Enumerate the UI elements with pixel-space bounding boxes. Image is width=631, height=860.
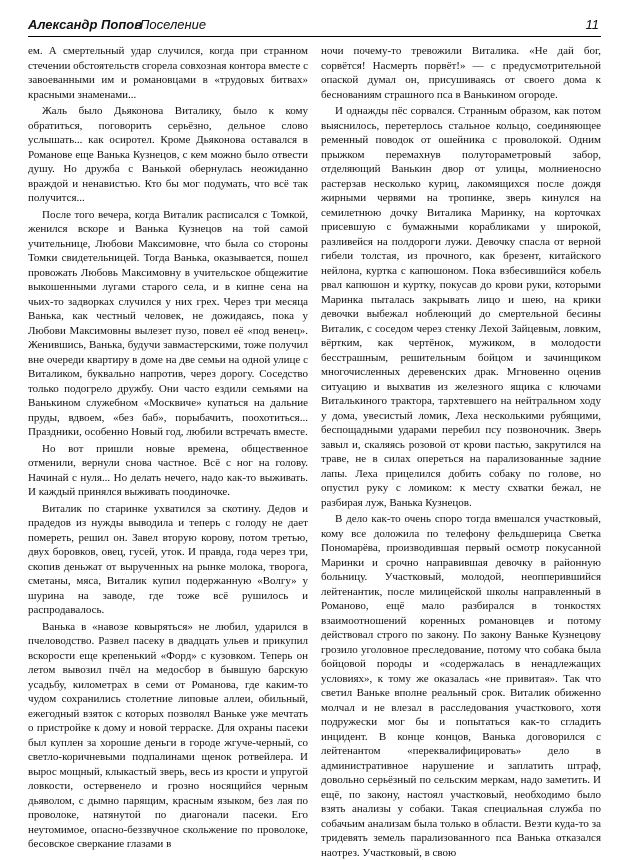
page-number: 11 [585,17,599,32]
paragraph: В дело как-то очень споро тогда вмешался участковый, кому все доложила по телефону фельдшерица Светка Пономарёва, производившая первый осмотр покусанной Маринки и срочно направившая девочку в районную больницу. Участковый, молодой, неопперившийся лейтенантик, после милицейской школы направленный в Романово, ещё мало разбирался в тонкостях взаимоотношений коренных романовцев и потому действовал строго по закону. По закону Ваньке Кузнецову грозило уголовное преследование, потому что собака была бойцовой породы и «содержалась в ненадлежащих условиях», к тому же оказалась «не привитая». Так что светил Ваньке вполне реальный срок. Виталик обиженно молчал и не влезал в расследования участкового, хотя подружески мог бы и попытаться как-то сгладить инцидент. В конце концов, Ванька договорился с лейтенантом «переквалифицировать» дело в административное нарушение и заплатить штраф, довольно серьёзный по сельским меркам, надо заметить. И ещё, по закону, настоял участковый, необходимо было взять анализы у собаки. Такая специальная служба по собачьим анализам была только в области. Везти куда-то за тридевять земель парализованного пса Ванька отказался наотрез. Участковый, в свою [321,513,601,859]
author-name: Александр Попов [28,17,143,32]
paragraph: ем. А смертельный удар случился, когда при странном стечении обстоятельств сгорела совхозная контора вместе с завоеванными им и романовцами в «трудовых битвах» красными знаменами... [28,45,308,101]
paragraph: Жаль было Дьяконова Виталику, было к кому обратиться, поговорить серьёзно, дельное слово услышать... как осиротел. Кроме Дьяконова оставался в Романове еще Ванька Кузнецов, с кем можно было отвести душу. Но дружба с Ванькой обернулась неожиданно враждой и ненавистью. Кто бы мог подумать, что всё так получится... [28,105,308,204]
paragraph: Ванька в «навозе ковыряться» не любил, ударился в пчеловодство. Развел пасеку в двадцать ульев и прикупил вскорости еще крепенький «Форд» с кузовком. Теперь он летом вывозил пчёл на медосбор в бывшую барскую усадьбу, километрах в семи от Романова, где каким-то чудом сохранились столетние липовые аллеи, обильный, ежегодный взяток с которых позволял Ваньке уже мечтать о пристройке к дому и новой терраске. Для охраны пасеки был куплен за хорошие деньги в городе жгуче-черный, со светло-коричневыми подпалинами щенок ротвейлера. И вырос мощный, клыкастый зверь, весь из крости и упругой ловкости, остервенело и грозно носящийся черным дьяволом, с дымно парящим, красным языком, без лая по проволоке, натянутой по диагонали пасеки. Его неутомимое, опасно-беззвучное скольжение по проволоке, бесовское сверкание глазами в [28,620,308,850]
section-title: Поселение [140,17,207,32]
paragraph: Но вот пришли новые времена, общественное отменили, вернули снова частное. Всё с ног на голову. Начинай с нуля... Но делать нечего, надо как-то выживать. И каждый принялся выживать поодиночке. [28,442,308,498]
paragraph: ночи почему-то тревожили Виталика. «Не дай бог, сорвётся! Насмерть порвёт!» — с предусмотрительной опаской думал он, присушиваясь от своего дома к беснованиям страшного пса в Ванькином огороде. [321,45,601,101]
left-column [28,44,308,850]
running-header [28,14,601,37]
paragraph: И однажды пёс сорвался. Странным образом, как потом выяснилось, перетерлось стальное кольцо, соединяющее ременный поводок от ошейника с проволокой. Одним прыжком перемахнув полутораметровый забор, отделяющий Ванькин двор от улицы, молниеносно растерзав несколько куриц, лакомящихся после дождя жирными червями на тропинке, зверь кинулся на семилетнюю дочку Виталика Маринку, на корточках присевшую с бумажными корабликами у широкой, разливейся на полдороги лужи. Девочку спасла от верной гибели толстая, из прочного, как брезент, китайского нейлона, куртка с капюшоном. Пока взбесившийся кобель рвал капюшон и куртку, покусав до крови руки, которыми Маринка пыталась закрывать лицо и шею, на крики девочки выбежал ноблеющий до смертельной бесины Виталик, с соседом через стенку Лехой Зайцевым, ловким, вёртким, как чертёнок, мужиком, в молодости бесстрашным, решительным бойцом и зачинщиком многочисленных деревенских драк. Мгновенно оценив ситуацию и выхватив из железного ящика с ключами Виталькиного трактора, тархтевшего на нейтральном ходу у дома, увесистый ломик, Леха несколькими рубящими, беспощадными ударами перебил псу позвоночник. Зверь завыл и, скаляясь розовой от крови пастью, закрутился на траве, не в силах опереться на парализованные задние лапы. Леха прицелился добить собаку по голове, но опустил руку с ломиком: к месту схватки бежал, не разбирая луж, Ванька Кузнецов. [321,105,601,509]
right-column [321,44,601,859]
paragraph: После того вечера, когда Виталик расписался с Томкой, женился вскоре и Ванька Кузнецов на той самой учительнице, Любови Максимовне, что была со стороны Томки свидетельницей. Тогда Ванька, оказывается, пошел провожать Любовь Максимовну в учительское общежитие выкошенными лугами старого села, и в кипне сена на чьих-то задворках случился у них грех. Через три месяца Ванька, как честный человек, не дожидаясь, пока у Любови Максимовны вылезет пузо, повел её «под венец». Женившись, Ванька, будучи завмастерскими, тоже получил вне очереди квартиру в доме на две семьи на одной улице с Виталиком, буквально напротив, через дорогу. Соседство только подогрело дружбу. Они часто ездили семьями на Ванькином служебном «Москвиче» купаться на дальние пруды, вдвоем, «без баб», порыбачить, поохотиться... Праздники, особенно Новый год, любили встречать вместе. [28,208,308,438]
paragraph: Виталик по старинке ухватился за скотину. Дедов и прадедов из нужды выводила и теперь с голоду не дает помереть, решил он. Завел вторую корову, потом третью, двух боровков, овец, гусей, уток. И правда, года через три, скопив деньжат от вырученных на рынке молока, творога, сметаны, мяса, Виталик купил подержанную «Волгу» у шурина на заводе, где тоже всё рушилось и распродавалось. [28,502,308,616]
